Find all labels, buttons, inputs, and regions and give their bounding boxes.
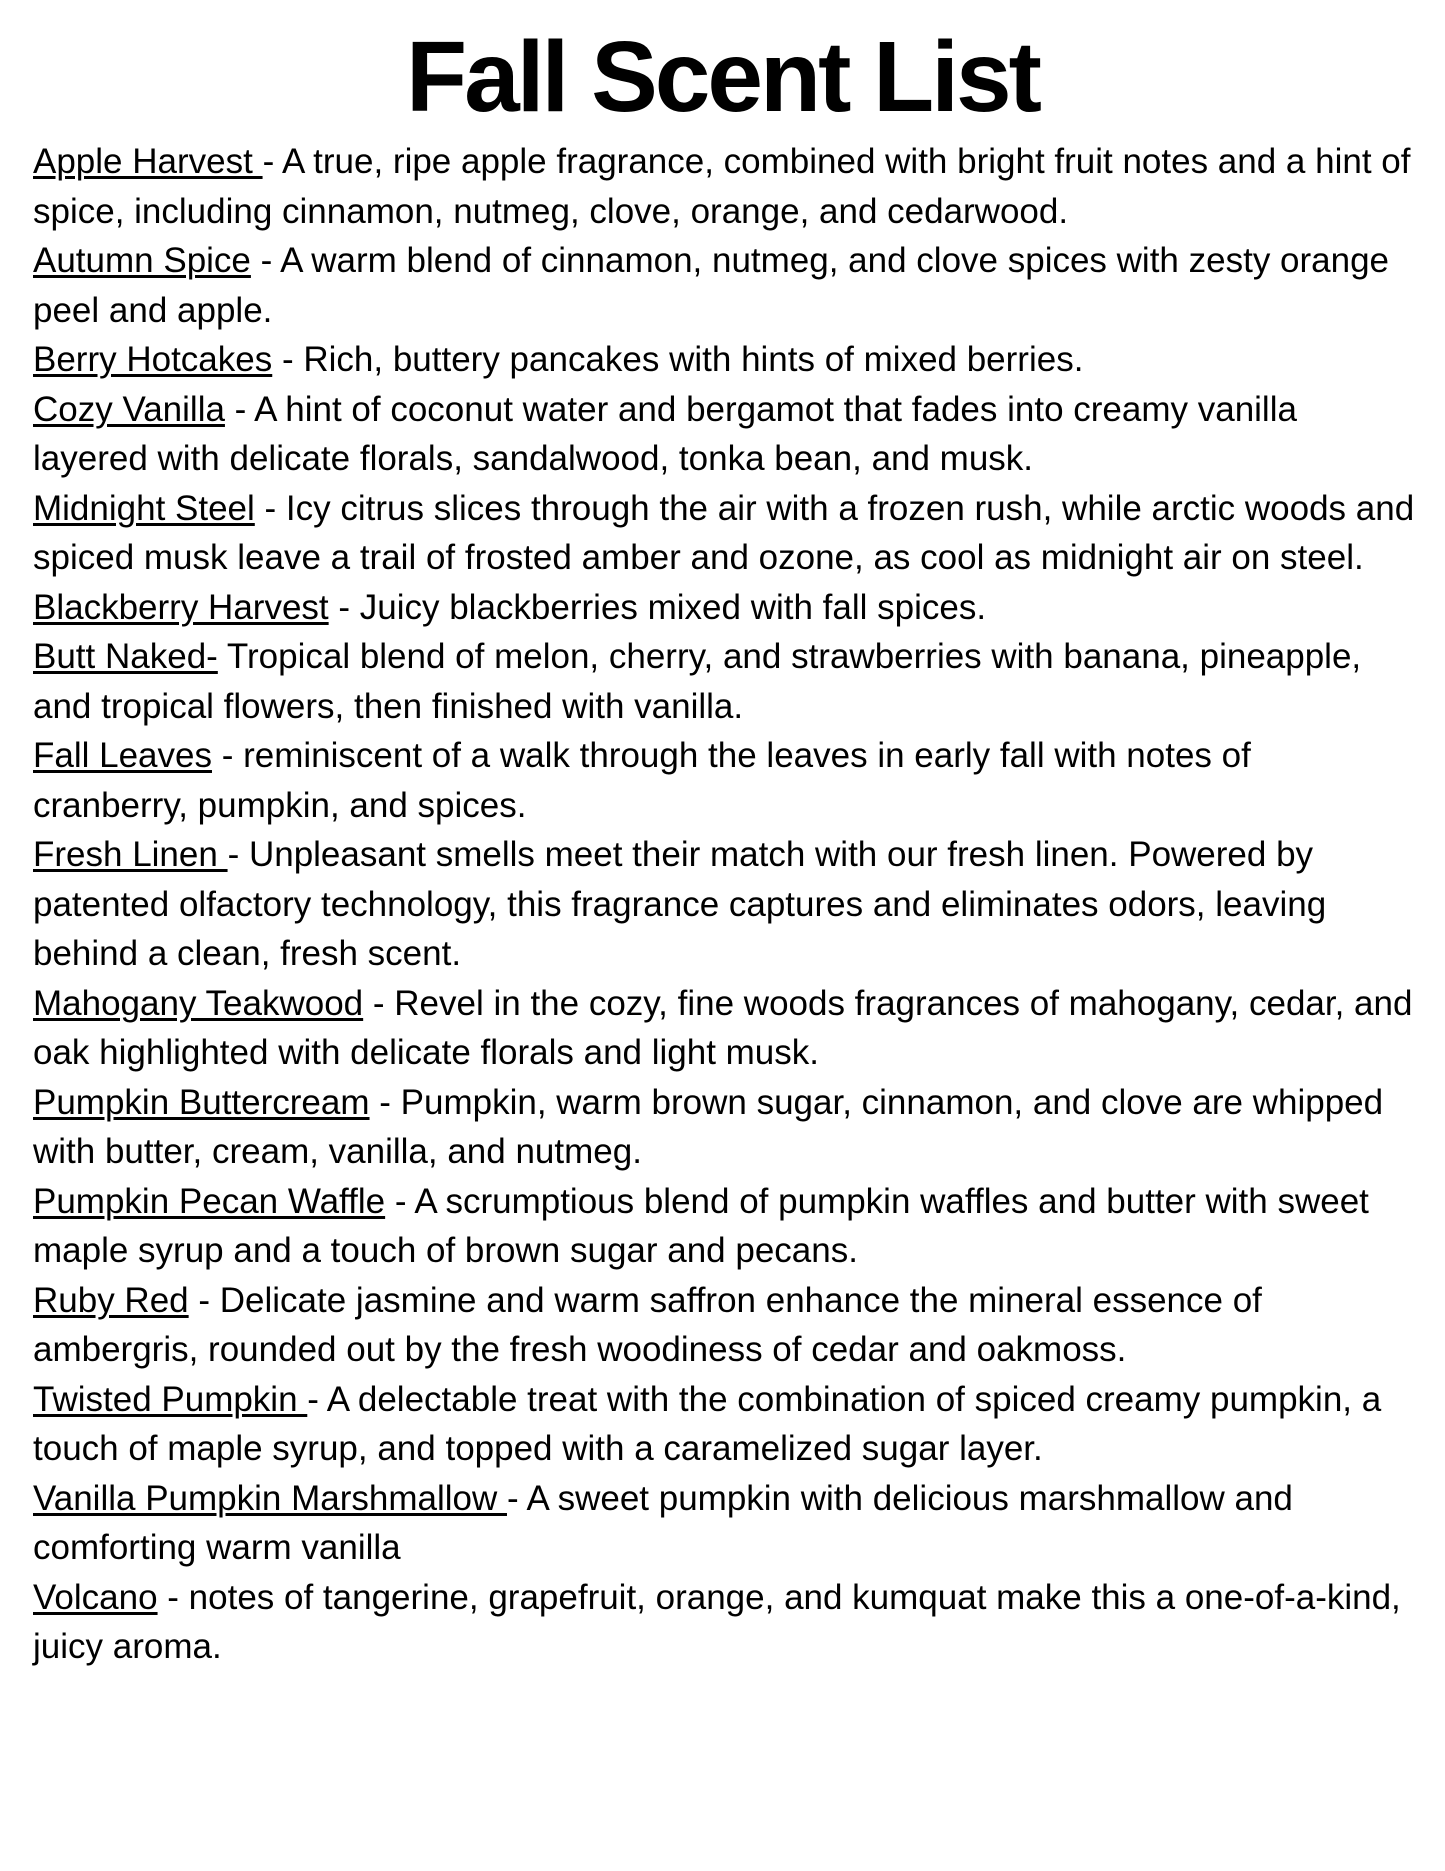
scent-separator: -: [227, 835, 249, 874]
scent-name: Butt Naked-: [33, 637, 218, 676]
scent-entry-volcano: [33, 1573, 1415, 1672]
scent-name: Fresh Linen: [33, 835, 228, 874]
scent-name: Vanilla Pumpkin Marshmallow: [33, 1478, 507, 1518]
scent-description: Delicate jasmine and warm saffron enhance the mineral essence of ambergris, rounded out by the fresh woodiness of cedar and oakmoss.: [33, 1280, 1262, 1369]
page-title: Fall Scent List: [406, 21, 1039, 133]
scent-name: Fall Leaves: [33, 736, 212, 775]
scent-entry-butt-naked: [33, 632, 1415, 731]
scent-separator: -: [157, 1577, 189, 1617]
scent-name: Mahogany Teakwood: [33, 983, 364, 1023]
scent-name: Blackberry Harvest: [33, 587, 329, 627]
scent-description: reminiscent of a walk through the leaves in early fall with notes of cranberry, pumpkin, and spices.: [33, 736, 1251, 825]
scent-name: Ruby Red: [33, 1280, 189, 1320]
scent-description: notes of tangerine, grapefruit, orange, and kumquat make this a one-of-a-kind, juicy aroma.: [33, 1577, 1401, 1666]
scent-entry-ruby-red: [33, 1276, 1415, 1375]
scent-name: Apple Harvest: [33, 142, 263, 181]
scent-separator: -: [369, 1082, 401, 1122]
scent-description: A scrumptious blend of pumpkin waffles and butter with sweet maple syrup and a touch of brown sugar and pecans.: [33, 1181, 1369, 1270]
scent-entry-midnight-steel: [33, 484, 1415, 583]
scent-entry-pumpkin-pecan-waffle: [33, 1177, 1415, 1276]
scent-separator: -: [506, 1478, 527, 1518]
scent-name: Pumpkin Pecan Waffle: [33, 1181, 386, 1221]
scent-separator: -: [224, 389, 255, 429]
scent-description: Icy citrus slices through the air with a frozen rush, while arctic woods and spiced musk leave a trail of frosted amber and ozone, as cool as midnight air on steel.: [33, 488, 1415, 577]
scent-separator: -: [385, 1181, 415, 1221]
scent-entry-pumpkin-buttercream: [33, 1078, 1415, 1177]
scent-entry-apple-harvest: [33, 137, 1415, 236]
scent-entry-autumn-spice: [33, 236, 1415, 335]
scent-separator: -: [307, 1379, 327, 1419]
scent-entry-mahogany-teakwood: [33, 979, 1415, 1078]
scent-entry-twisted-pumpkin: [33, 1375, 1415, 1474]
scent-description: Rich, buttery pancakes with hints of mixed berries.: [303, 340, 1084, 379]
scent-description: A true, ripe apple fragrance, combined with bright fruit notes and a hint of spice, including cinnamon, nutmeg, clove, orange, and cedarwood.: [33, 142, 1411, 231]
scent-description: A delectable treat with the combination of spiced creamy pumpkin, a touch of maple syrup, and topped with a caramelized sugar layer.: [33, 1379, 1382, 1468]
scent-description: A sweet pumpkin with delicious marshmallow and comforting warm vanilla: [33, 1478, 1293, 1567]
scent-entry-cozy-vanilla: [33, 385, 1415, 484]
scent-separator: -: [363, 983, 395, 1023]
scent-name: Autumn Spice: [33, 241, 251, 280]
scent-separator: -: [254, 488, 286, 528]
scent-name: Volcano: [33, 1577, 158, 1617]
scent-name: Berry Hotcakes: [33, 340, 273, 379]
scent-name: Pumpkin Buttercream: [33, 1082, 370, 1122]
scent-description: Pumpkin, warm brown sugar, cinnamon, and clove are whipped with butter, cream, vanilla, and nutmeg.: [33, 1082, 1384, 1171]
scent-separator: -: [328, 587, 360, 627]
scent-description: Tropical blend of melon, cherry, and strawberries with banana, pineapple, and tropical flowers, then finished with vanilla.: [33, 637, 1362, 726]
scent-entry-fresh-linen: [33, 830, 1415, 979]
scent-separator: -: [262, 142, 283, 181]
scent-separator: [218, 637, 227, 676]
scent-entry-vanilla-pumpkin-marshmallow: [33, 1474, 1415, 1573]
scent-description: Juicy blackberries mixed with fall spices.: [359, 587, 987, 627]
scent-separator: -: [211, 736, 244, 775]
scent-entry-fall-leaves: [33, 731, 1415, 830]
scent-name: Twisted Pumpkin: [33, 1379, 308, 1419]
scent-separator: -: [188, 1280, 220, 1320]
scent-entry-blackberry-harvest: [33, 583, 1415, 633]
scent-name: Cozy Vanilla: [33, 389, 225, 429]
scent-list: [33, 137, 1415, 1672]
scent-description: Unpleasant smells meet their match with our fresh linen. Powered by patented olfactory technology, this fragrance captures and eliminates odors, leaving behind a clean, fresh scent.: [33, 835, 1327, 973]
scent-separator: -: [272, 340, 304, 379]
scent-entry-berry-hotcakes: [33, 335, 1415, 385]
scent-description: A warm blend of cinnamon, nutmeg, and clove spices with zesty orange peel and apple.: [33, 241, 1390, 330]
scent-name: Midnight Steel: [33, 488, 255, 528]
scent-description: Revel in the cozy, fine woods fragrances of mahogany, cedar, and oak highlighted with delicate florals and light musk.: [33, 983, 1413, 1072]
scent-description: A hint of coconut water and bergamot that fades into creamy vanilla layered with delicate florals, sandalwood, tonka bean, and musk.: [33, 389, 1297, 478]
scent-separator: -: [250, 241, 281, 280]
